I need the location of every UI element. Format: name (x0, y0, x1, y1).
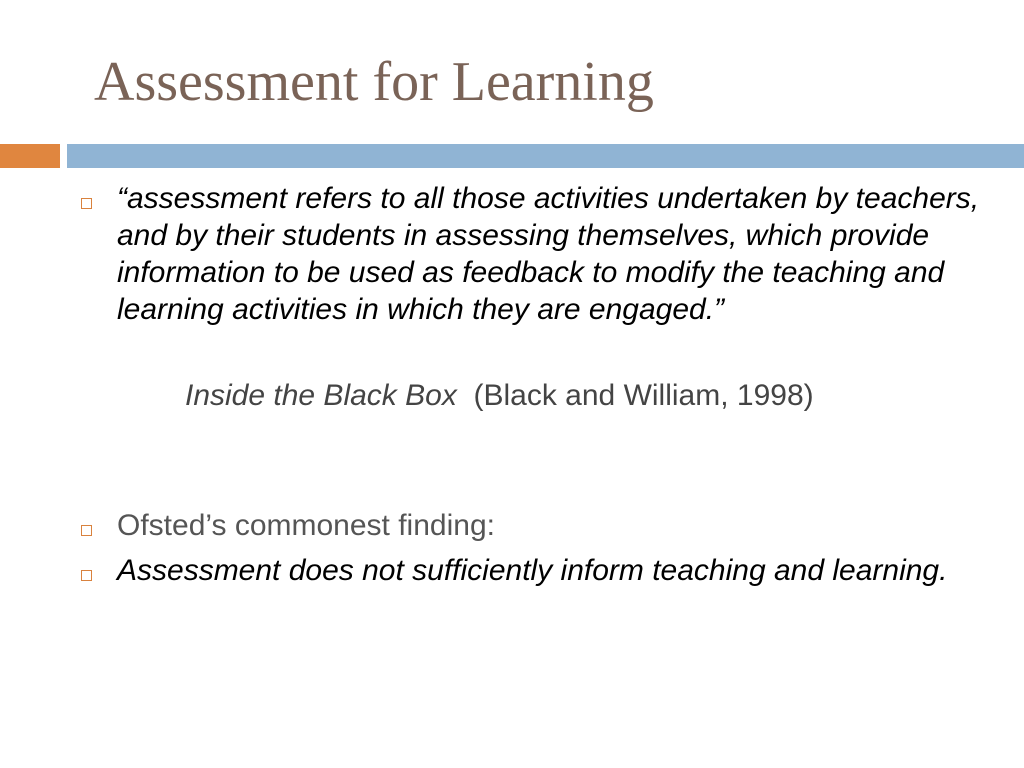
citation-title: Inside the Black Box (185, 379, 457, 412)
citation (90, 377, 910, 414)
hollow-square-icon (81, 570, 92, 581)
hollow-square-icon (81, 525, 92, 536)
bullet-text-finding: Assessment does not sufficiently inform teaching and learning. (117, 554, 948, 587)
hollow-square-icon (81, 198, 92, 209)
bullet-text-quote: “assessment refers to all those activities undertaken by teachers, and by their students in assessing themselves, which provide information to be used as feedback to modify the teaching and learning activities in which they are engaged.” (117, 182, 980, 326)
citation-source: (Black and William, 1998) (473, 379, 814, 412)
accent-bar-blue (67, 144, 1024, 168)
slide-title: Assessment for Learning (94, 51, 654, 113)
accent-bar-orange (0, 144, 60, 168)
bullet-text-finding-heading: Ofsted’s commonest finding: (117, 509, 495, 542)
